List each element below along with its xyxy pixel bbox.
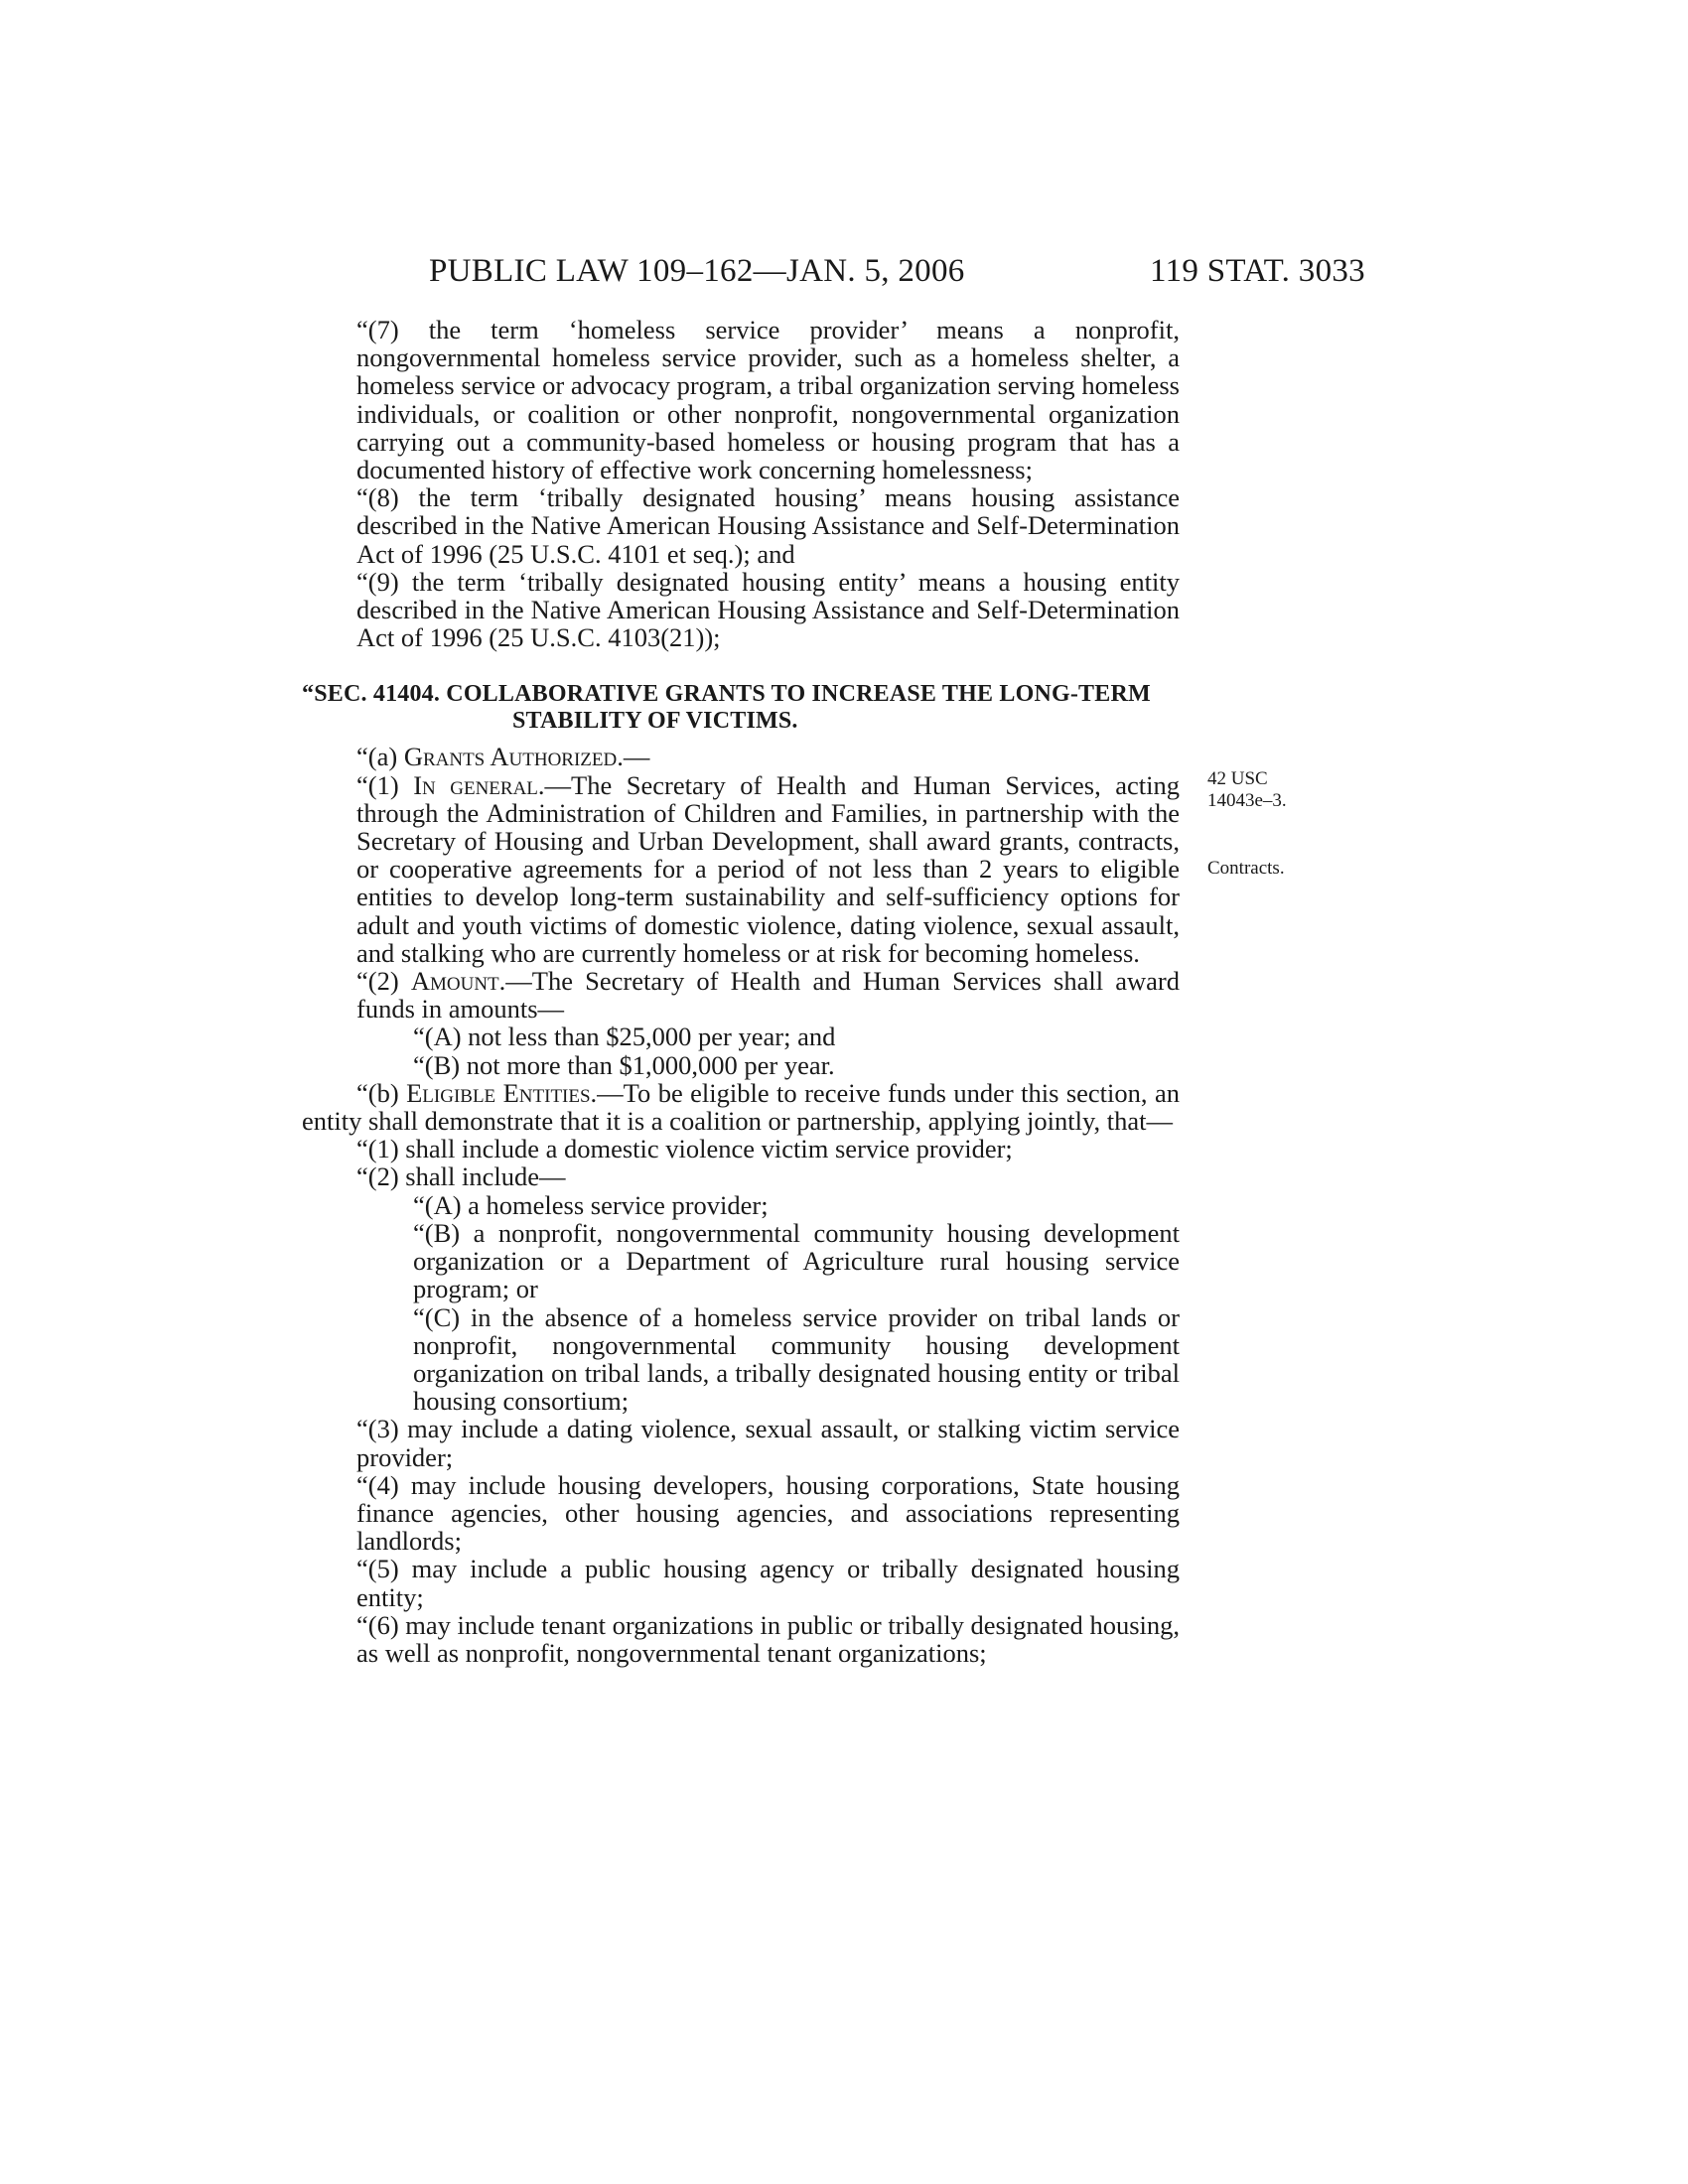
definition-7: “(7) the term ‘homeless service provider’ means a nonprofit, nongovernmental homeless service provider, such as a homeless shelter, a homeless service or advocacy program, a tribal organization serving homeless individuals, or coalition or other nonprofit, nongovernmental organization carrying out a community-based homeless or housing program that has a documented history of effective work concerning homelessness; (356, 315, 1180, 485)
paragraph-b3: “(3) may include a dating violence, sexual assault, or stalking victim service provider; (356, 1414, 1180, 1472)
subsection-b (302, 1079, 1180, 1135)
section-heading: “SEC. 41404. COLLABORATIVE GRANTS TO INCREASE THE LONG-TERM STABILITY OF VICTIMS. (302, 681, 1151, 735)
paragraph-a1-title: In general (413, 769, 538, 800)
margin-note-usc-citation (1207, 768, 1287, 812)
paragraph-b1: “(1) shall include a domestic violence victim service provider; (356, 1134, 1013, 1164)
paragraph-a2 (356, 967, 1180, 1023)
subsection-a-dash: .— (617, 742, 650, 772)
definition-9: “(9) the term ‘tribally designated housing entity’ means a housing entity described in the Native American Housing Assistance and Self-Determination Act of 1996 (25 U.S.C. 4103(21)); (356, 566, 1180, 653)
paragraph-b4: “(4) may include housing developers, housing corporations, State housing finance agencies, other housing agencies, and associations representing landlords; (356, 1469, 1180, 1557)
subsection-b-title: Eligible Entities (406, 1077, 591, 1108)
paragraph-a1-prefix: “(1) (356, 769, 414, 800)
margin-note-usc-line1: 42 USC (1207, 768, 1268, 789)
paragraph-a1-text: .—The Secretary of Health and Human Services, acting through the Administration of Children and Families, in partnership with the Secretary of Housing and Urban Development, shall award grants, contracts, or cooperative agreements for a period of not less than 2 years to eligible entities to develop long-term sustainability and self-sufficiency options for adult and youth victims of domestic violence, dating violence, sexual assault, and stalking who are currently homeless or at risk for becoming homeless. (356, 769, 1180, 968)
subsection-a-heading (356, 743, 1180, 770)
clause-b2B: “(B) a nonprofit, nongovernmental community housing development organization or a Department of Agriculture rural housing service program; or (413, 1217, 1180, 1304)
running-header-law: PUBLIC LAW 109–162—JAN. 5, 2006 (429, 253, 965, 289)
paragraph-b5: “(5) may include a public housing agency or tribally designated housing entity; (356, 1554, 1180, 1612)
margin-note-contracts: Contracts. (1207, 858, 1285, 879)
paragraph-a2-title: Amount (410, 966, 499, 997)
clause-a2B: “(B) not more than $1,000,000 per year. (413, 1049, 835, 1080)
clause-a2A: “(A) not less than $25,000 per year; and (413, 1022, 836, 1052)
paragraph-a2-text: .—The Secretary of Health and Human Services shall award funds in amounts— (356, 966, 1180, 1024)
clause-b2A: “(A) a homeless service provider; (413, 1189, 769, 1220)
margin-note-usc-line2: 14043e–3. (1207, 790, 1287, 811)
paragraph-b6: “(6) may include tenant organizations in public or tribally designated housing, as well as nonprofit, nongovernmental tenant organizations; (356, 1609, 1180, 1668)
subsection-a-prefix: “(a) (356, 742, 404, 772)
paragraph-b2: “(2) shall include— (356, 1161, 566, 1192)
subsection-b-prefix: “(b) (356, 1077, 407, 1108)
paragraph-a1 (356, 771, 1180, 967)
document-body (302, 316, 1180, 1667)
running-header-stat: 119 STAT. 3033 (1150, 253, 1365, 289)
paragraph-a2-prefix: “(2) (356, 966, 411, 997)
clause-b2C: “(C) in the absence of a homeless service provider on tribal lands or nonprofit, nongovernmental community housing development organization on tribal lands, a tribally designated housing entity or tribal housing consortium; (413, 1301, 1180, 1417)
subsection-a-title: Grants Authorized (403, 742, 618, 772)
definition-8: “(8) the term ‘tribally designated housing’ means housing assistance described in the Native American Housing Assistance and Self-Determination Act of 1996 (25 U.S.C. 4101 et seq.); and (356, 482, 1180, 569)
subsection-b-text: .—To be eligible to receive funds under this section, an entity shall demonstrate that it is a coalition or partnership, applying jointly, that— (302, 1077, 1180, 1137)
